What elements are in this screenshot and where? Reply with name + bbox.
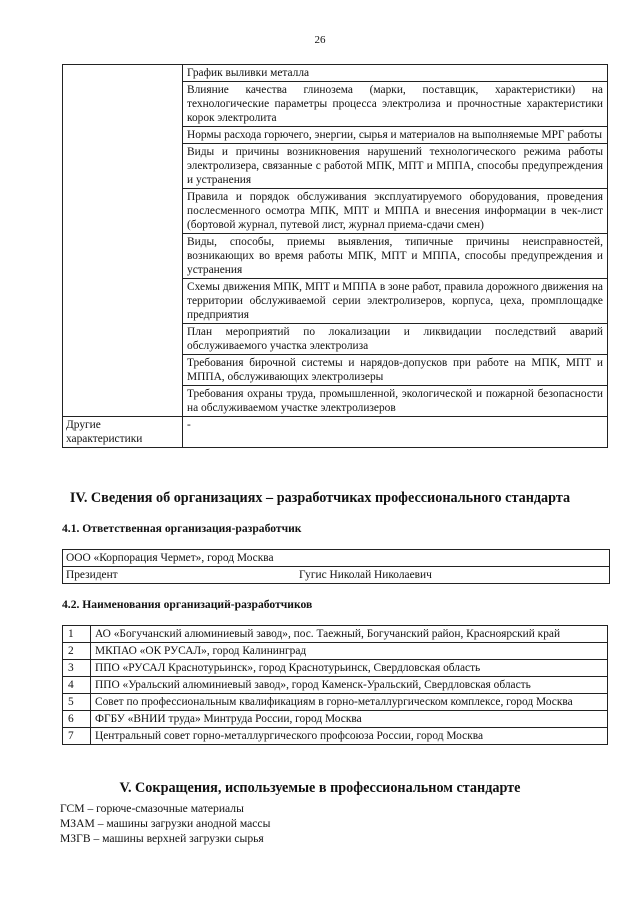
- responsible-person-row: [63, 567, 609, 583]
- developer-row: [63, 728, 608, 745]
- abbreviation-item: МЗАМ – машины загрузки анодной массы: [60, 817, 271, 830]
- knowledge-item: Нормы расхода горючего, энергии, сырья и материалов на выполняемые МРГ работы: [183, 127, 608, 144]
- abbreviation-item: ГСМ – горюче-смазочные материалы: [60, 802, 244, 815]
- developer-row: [63, 677, 608, 694]
- developer-row: [63, 711, 608, 728]
- knowledge-item: План мероприятий по локализации и ликвидации последствий аварий обслуживаемого участка электролиза: [183, 324, 608, 355]
- responsible-org-box: [62, 549, 610, 584]
- abbreviation-list: [60, 801, 270, 846]
- knowledge-label-cell: [63, 65, 183, 417]
- other-characteristics-row: [63, 417, 608, 448]
- developer-number: 1: [63, 626, 91, 643]
- knowledge-item: Схемы движения МПК, МПТ и МППА в зоне работ, правила дорожного движения на территории обслуживаемой серии электролизеров, корпуса, цеха, промплощадке предприятия: [183, 279, 608, 324]
- abbreviation-item: МЗГВ – машины верхней загрузки сырья: [60, 832, 264, 845]
- knowledge-table: [62, 64, 608, 448]
- responsible-org-name: ООО «Корпорация Чермет», город Москва: [63, 550, 609, 567]
- knowledge-item: Правила и порядок обслуживания эксплуатируемого оборудования, проведения послесменного осмотра МПК, МПТ и МППА и внесения информации в чек-лист (бортовой журнал, путевой лист, журнал приема-сдачи смен): [183, 189, 608, 234]
- knowledge-item: Виды, способы, приемы выявления, типичные причины неисправностей, возникающих во время работы МПК, МПТ и МППА, способы предупреждения и устранения: [183, 234, 608, 279]
- developer-number: 7: [63, 728, 91, 745]
- developer-row: [63, 643, 608, 660]
- developer-name: ППО «РУСАЛ Краснотурьинск», город Краснотурьинск, Свердловская область: [91, 660, 608, 677]
- subsection-4-2-title: 4.2. Наименования организаций-разработчиков: [62, 598, 313, 611]
- knowledge-item: График выливки металла: [183, 65, 608, 82]
- developer-number: 6: [63, 711, 91, 728]
- section-4-title: IV. Сведения об организациях – разработчиках профессионального стандарта: [69, 490, 571, 506]
- developer-number: 5: [63, 694, 91, 711]
- developer-name: ФГБУ «ВНИИ труда» Минтруда России, город Москва: [91, 711, 608, 728]
- developer-name: ППО «Уральский алюминиевый завод», город Каменск-Уральский, Свердловская область: [91, 677, 608, 694]
- knowledge-item: Виды и причины возникновения нарушений технологического режима работы электролизера, связанные с работой МПК, МПТ и МППА, способы предупреждения и устранения: [183, 144, 608, 189]
- knowledge-item: Требования бирочной системы и нарядов-допусков при работе на МПК, МПТ и МППА, обслуживающих электролизеры: [183, 355, 608, 386]
- developer-name: МКПАО «ОК РУСАЛ», город Калининград: [91, 643, 608, 660]
- knowledge-item: Требования охраны труда, промышленной, экологической и пожарной безопасности на обслуживаемом участке электролизеров: [183, 386, 608, 417]
- knowledge-row: [63, 65, 608, 82]
- developer-number: 2: [63, 643, 91, 660]
- developer-name: Совет по профессиональным квалификациям в горно-металлургическом комплексе, город Москва: [91, 694, 608, 711]
- subsection-4-1-title: 4.1. Ответственная организация-разработчик: [62, 522, 302, 535]
- developer-name: АО «Богучанский алюминиевый завод», пос. Таежный, Богучанский район, Красноярский край: [91, 626, 608, 643]
- developer-row: [63, 660, 608, 677]
- developer-row: [63, 694, 608, 711]
- developer-row: [63, 626, 608, 643]
- section-5-title: V. Сокращения, используемые в профессиональном стандарте: [119, 780, 521, 796]
- other-characteristics-value: -: [183, 417, 608, 448]
- developer-number: 4: [63, 677, 91, 694]
- developers-table: [62, 625, 608, 745]
- position-label: Президент: [66, 569, 118, 581]
- developer-number: 3: [63, 660, 91, 677]
- other-characteristics-label: Другие характеристики: [63, 417, 183, 448]
- knowledge-item: Влияние качества глинозема (марки, поставщик, характеристики) на технологические параметры процесса электролиза и прочностные характеристики корок электролита: [183, 82, 608, 127]
- person-name: Гугис Николай Николаевич: [299, 569, 432, 581]
- page-number: 26: [314, 34, 326, 46]
- developer-name: Центральный совет горно-металлургического профсоюза России, город Москва: [91, 728, 608, 745]
